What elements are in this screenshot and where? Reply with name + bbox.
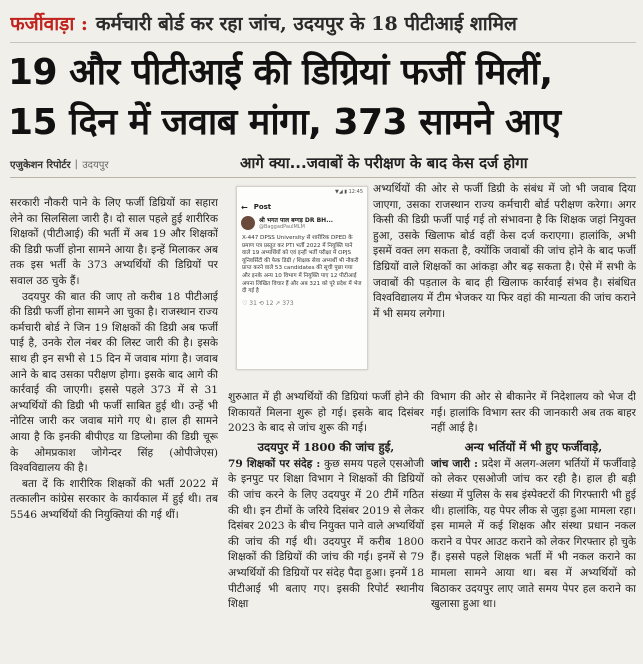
- post-account: [237, 213, 367, 233]
- divider: [10, 177, 636, 178]
- article-column-2: [228, 390, 424, 662]
- byline-separator: |: [74, 158, 79, 170]
- byline: [10, 154, 109, 174]
- dateline-location: उदयपुर: [82, 160, 109, 171]
- social-post-screenshot: [236, 186, 368, 370]
- kicker-label: फर्जीवाड़ा :: [10, 13, 88, 35]
- col1-paragraph: सरकारी नौकरी पाने के लिए फर्जी डिग्रियों का सहारा लेने का सिलसिला जारी है। दो साल पहले हुई शारीरिक शिक्षकों (पीटीआई) की भर्ती में अब 19 और शिक्षकों की डिग्री फर्जी होना सामने आया है। इन्हें मिलाकर अब तक इस भर्ती के 373 अभ्यर्थियों की डिग्रियों पर सवाल उठ चुके हैं।: [10, 197, 218, 287]
- col1-paragraph: उदयपुर की बात की जाए तो करीब 18 पीटीआई की डिग्री फर्जी होना सामने आ चुका है। राजस्थान राज्य कर्मचारी बोर्ड ने जिन 19 शिक्षकों की डिग्री अब फर्जी पाई है, उनके रोल नंबर की लिस्ट जारी की है। इसके साथ ही इन सभी से 15 दिन में जवाब मांगा है। जवाब आने के बाद उसका परीक्षण होगा। इसके बाद आगे की कार्रवाई की जाएगी। इससे पहले 373 में से 31 अभ्यर्थियों की डिग्री भी फर्जी साबित हुई थी। उन्हें भी नोटिस जारी कर जवाब मांगे गए थे। हाल ही सामने आया है कि इनकी बीपीएड या डिप्लोमा की डिग्री चूरू के ओमप्रकाश जोगेन्दर सिंह (ओपीजेएस) विश्वविद्यालय की है।: [10, 290, 218, 475]
- col3-intro: विभाग की ओर से बीकानेर में निदेशालय को भेज दी गई। हालांकि विभाग स्तर की जानकारी अब तक बाहर नहीं आई है।: [431, 391, 636, 435]
- lead-bold: 79 शिक्षकों पर संदेह :: [228, 457, 321, 470]
- reporter-name: एजुकेशन रिपोर्टर: [10, 160, 71, 171]
- col2-body: कुछ समय पहले एसओजी के इनपुट पर शिक्षा विभाग ने शिक्षकों की डिग्रियों की जांच करने के लिए उदयपुर में 20 टीमें गठित की थी। इन टीमों के जरिये दिसंबर 2019 से लेकर दिसंबर 2023 के बीच नियुक्त पाने वाले अभ्यर्थियों की जांच की गई थी। उदयपुर में करीब 1800 शिक्षकों की डिग्रियों की जांच की गई। इनमें से 79 अभ्यर्थियों की डिग्रियों पर संदेह पैदा हुआ। इनमें 18 पीटीआई भी बताए गए। इसकी रिपोर्ट स्थानीय शिक्षा: [228, 457, 424, 611]
- post-actions: ♡ 31 ⟲ 12 ↗ 373: [242, 299, 294, 307]
- phone-status-bar: ▼◢ ▮ 12:45: [334, 189, 363, 195]
- avatar: [241, 216, 255, 230]
- headline-line-2: 15 दिन में जवाब मांगा, 373 सामने आए: [8, 102, 561, 143]
- post-body: X-447 DPSS University से शारीरिक DPED के प्रमाण पत्र प्रस्तुत कर PTI भर्ती 2022 में नियुक्ति पाने वाले 19 अभ्यर्थियों को एवं इन्हीं भर्ती परीक्षा में OPJS यूनिवर्सिटी की फेक डिग्री / शिक्षक सेवा अभ्यर्थी भी नौकरी प्राप्त करने वाले 53 candidates की सूची पूछा गया और इनके अन्य 10 विभाग में नियुक्ति पाए 12 पीटीआई अपना लिखित विचार हैं और अब 321 को पूरे प्रदेश में भेज दी गई है: [242, 235, 362, 295]
- article-column-1: [10, 196, 218, 662]
- account-name: श्री भगत पाल बग्गड़ DR BH...: [259, 217, 334, 224]
- post-title: Post: [253, 203, 272, 211]
- article-column-3: [431, 390, 636, 662]
- post-header: [237, 201, 367, 213]
- article-column-2-top: [373, 182, 636, 370]
- col2-top-paragraph: अभ्यर्थियों की ओर से फर्जी डिग्री के संबंध में जो भी जवाब दिया जाएगा, उसका राजस्थान राज्य कर्मचारी बोर्ड परीक्षण करेगा। अगर किसी की डिग्री फर्जी पाई गई तो संभावना है कि शिक्षक जहां नियुक्त हुआ, उसके खिलाफ बोर्ड वहीं केस दर्ज कराएगा। हालांकि, अभी इसमें वक्त लग सकता है, क्योंकि जवाबों की जांच होने के बाद फर्जी डिग्रियों वाले शिक्षकों का आंकड़ा और बढ़ सकता है। ऐसे में सभी के जवाबों की पड़ताल के बाद ही खिलाफ कार्रवाई संभव है। संबंधित विश्वविद्यालय में टीम भेजकर या फिर वहां की मान्यता की जांच कराने में भी समय लगेगा।: [373, 183, 636, 320]
- back-arrow-icon: ←: [241, 202, 248, 212]
- lead-bold: जांच जारी :: [431, 457, 478, 470]
- headline: [8, 48, 636, 148]
- section-heading-other-recruitments: अन्य भर्तियों में भी हुए फर्जीवाड़े,: [464, 439, 603, 454]
- col1-paragraph: बता दें कि शारीरिक शिक्षकों की भर्ती 2022 में तत्कालीन कांग्रेस सरकार के कार्यकाल में हुई थी। तब 5546 अभ्यर्थियों की नियुक्तियां की गई थीं।: [10, 477, 218, 521]
- col3-body: प्रदेश में अलग-अलग भर्तियों में फर्जीवाड़े को लेकर एसओजी जांच कर रही है। हाल ही बड़ी संख्या में पुलिस के सब इंस्पेक्टरों की गिरफ्तारी भी हुई थी। हालांकि, यह पेपर लीक से जुड़ा हुआ मामला रहा। इस मामले में कई शिक्षक और संस्था प्रधान नकल कराने व पेपर आउट कराने को लेकर गिरफ्तार हो चुके हैं। इससे पहले शिक्षक भर्ती में भी नकल कराने का मामला सामने आया था। बस में अभ्यर्थियों को बिठाकर उदयपुर लाए जाते समय पेपर हल कराने का खुलासा हुआ था।: [431, 457, 636, 611]
- section-heading-udaipur: उदयपुर में 1800 की जांच हुई,: [257, 439, 395, 454]
- account-handle: @BaggadPaulMLM: [259, 224, 305, 230]
- kicker-line: [10, 4, 636, 43]
- subheadline: आगे क्या...जवाबों के परीक्षण के बाद केस दर्ज होगा: [240, 154, 528, 172]
- col2-intro: शुरुआत में ही अभ्यर्थियों की डिग्रियां फर्जी होने की शिकायतें मिलना शुरू हो गई। इसके बाद दिसंबर 2023 के बाद से जांच शुरू की गई।: [228, 391, 424, 435]
- headline-line-1: 19 और पीटीआई की डिग्रियां फर्जी मिलीं,: [8, 52, 553, 93]
- kicker-text: कर्मचारी बोर्ड कर रहा जांच, उदयपुर के 18 पीटीआई शामिल: [95, 13, 517, 35]
